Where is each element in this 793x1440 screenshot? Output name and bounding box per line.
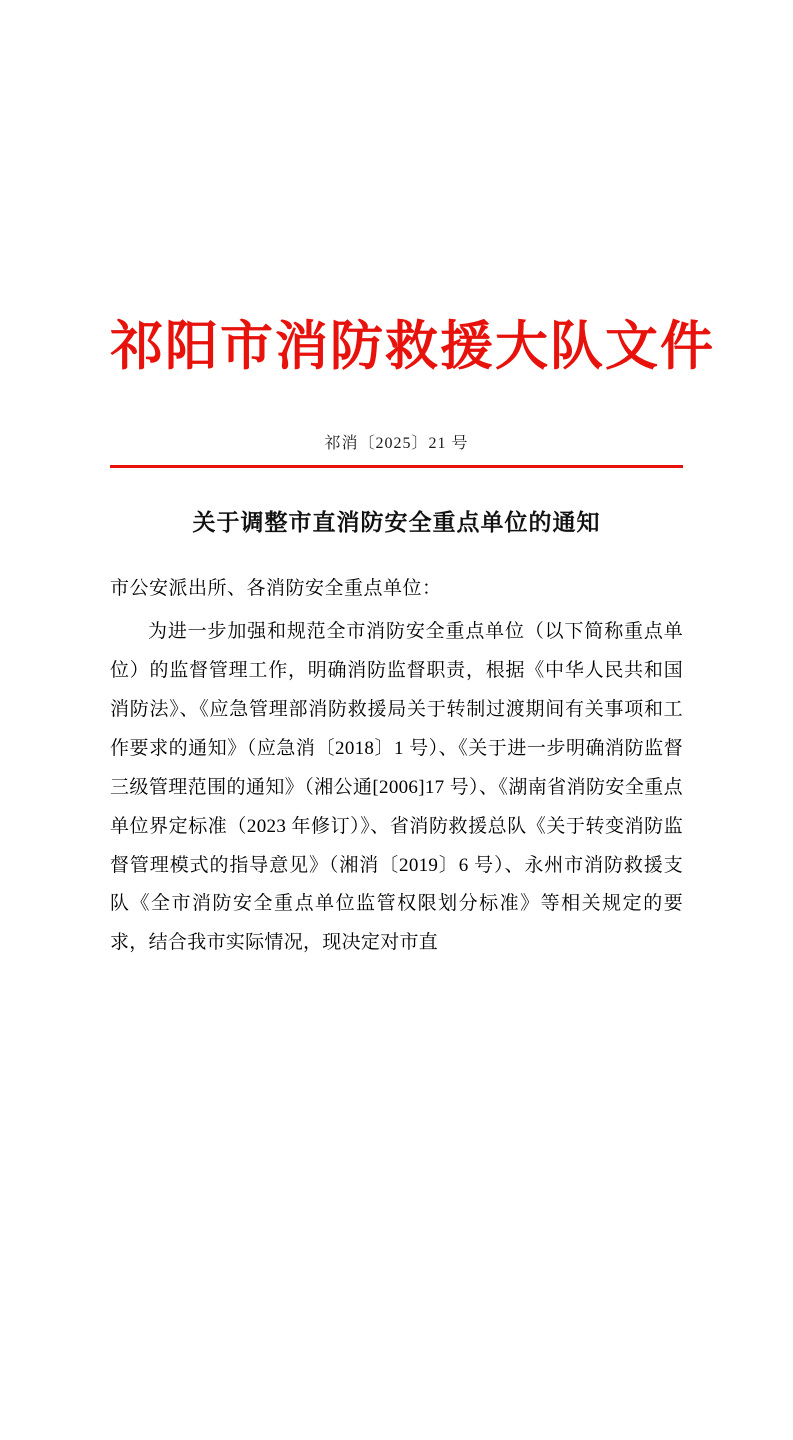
document-recipient-line: 市公安派出所、各消防安全重点单位： [110,577,442,599]
document-subject-title: 关于调整市直消防安全重点单位的通知 [192,509,601,535]
document-header [110,318,715,376]
document-number: 祁消〔2025〕21 号 [324,435,469,453]
issuing-organization-title: 祁阳市消防救援大队文件 [110,318,715,376]
document-body [110,613,683,963]
document-page [0,318,793,1440]
red-divider-rule [110,465,683,468]
body-paragraph: 为进一步加强和规范全市消防安全重点单位（以下简称重点单位）的监督管理工作，明确消防监督职责，根据《中华人民共和国消防法》、《应急管理部消防救援局关于转制过渡期间有关事项和工作要求的通知》（应急消〔2018〕1 号）、《关于进一步明确消防监督三级管理范围的通知》（湘公通[2006]17 号）、《湖南省消防安全重点单位界定标准（2023 年修订）》、省消防救援总队《关于转变消防监督管理模式的指导意见》（湘消〔2019〕6 号）、永州市消防救援支队《全市消防安全重点单位监管权限划分标准》等相关规定的要求，结合我市实际情况，现决定对市直 [110,620,683,954]
